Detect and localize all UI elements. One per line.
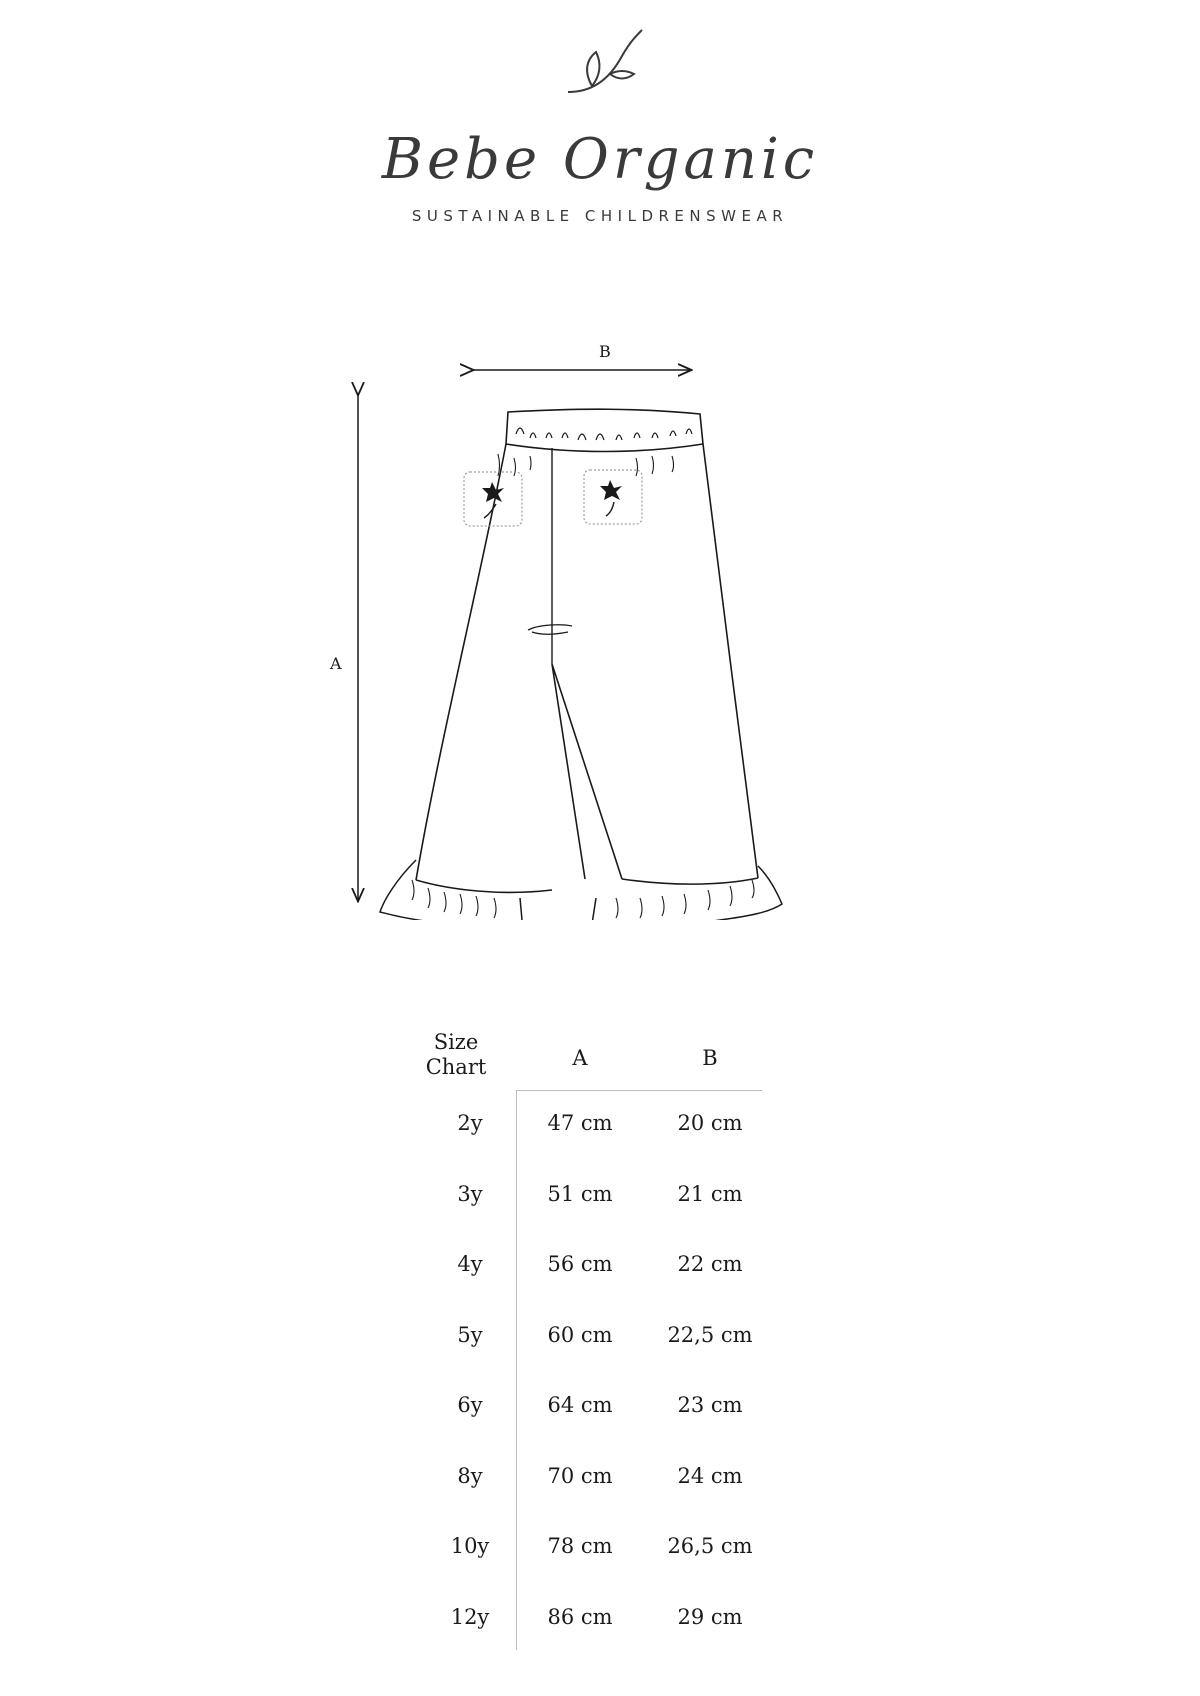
size-chart-table — [420, 1030, 770, 1650]
size-cell: 6y — [457, 1393, 483, 1417]
left-ruffle-hem — [380, 860, 522, 920]
measurement-a-cell: 51 cm — [547, 1181, 613, 1206]
measurement-b-cell: 26,5 cm — [667, 1534, 753, 1558]
table-row — [420, 1108, 770, 1179]
size-cell: 10y — [450, 1534, 490, 1558]
table-row — [420, 1461, 770, 1532]
measurement-a-cell: 60 cm — [547, 1322, 613, 1347]
left-ruffle-gathers — [412, 880, 496, 918]
size-cell: 12y — [450, 1604, 490, 1629]
measurement-b-cell: 23 cm — [677, 1393, 743, 1417]
measurement-b-cell: 24 cm — [677, 1463, 743, 1488]
fly-detail — [528, 625, 572, 635]
brand-tagline: SUSTAINABLE CHILDRENSWEAR — [411, 207, 789, 225]
brand-name: Bebe Organic — [381, 127, 819, 192]
measurement-a-cell: 56 cm — [547, 1252, 613, 1276]
leaf-sprig-icon — [560, 26, 650, 106]
size-cell: 4y — [457, 1252, 483, 1276]
right-ruffle-gathers — [616, 880, 754, 918]
left-pocket — [464, 472, 522, 526]
measurement-b-cell: 20 cm — [677, 1111, 743, 1135]
measurement-a-cell: 78 cm — [547, 1534, 613, 1558]
size-rows — [420, 1108, 770, 1672]
column-header-b: B — [702, 1046, 718, 1070]
size-cell: 8y — [457, 1463, 483, 1488]
table-row — [420, 1390, 770, 1461]
measurement-b-cell: 22,5 cm — [667, 1322, 753, 1347]
garment-diagram — [300, 320, 860, 920]
right-pocket — [584, 470, 642, 524]
measurement-b-cell: 29 cm — [677, 1604, 743, 1629]
waistband-gathers — [516, 428, 692, 440]
table-row — [420, 1179, 770, 1250]
pleat-lines — [498, 454, 674, 476]
size-chart-header — [420, 1030, 770, 1088]
table-row — [420, 1249, 770, 1320]
size-cell: 3y — [457, 1181, 483, 1206]
size-chart-title: Size Chart — [425, 1030, 487, 1079]
size-cell: 2y — [457, 1111, 483, 1135]
measurement-a-cell: 64 cm — [547, 1393, 613, 1417]
measurement-a-cell: 86 cm — [547, 1604, 613, 1629]
header-divider — [516, 1090, 762, 1091]
trouser-outline — [416, 444, 758, 892]
brand-header — [0, 20, 1200, 240]
table-row — [420, 1531, 770, 1602]
table-row — [420, 1602, 770, 1673]
dimension-a-label: A — [330, 654, 342, 673]
measurement-a-cell: 47 cm — [547, 1111, 613, 1135]
dimension-b-label: B — [599, 342, 611, 361]
column-header-a: A — [572, 1046, 588, 1070]
measurement-b-cell: 22 cm — [677, 1252, 743, 1276]
waistband — [506, 409, 703, 451]
size-cell: 5y — [457, 1322, 483, 1347]
measurement-b-cell: 21 cm — [677, 1181, 743, 1206]
wide-leg-trousers-icon — [300, 320, 860, 920]
table-row — [420, 1320, 770, 1391]
measurement-a-cell: 70 cm — [547, 1463, 613, 1488]
